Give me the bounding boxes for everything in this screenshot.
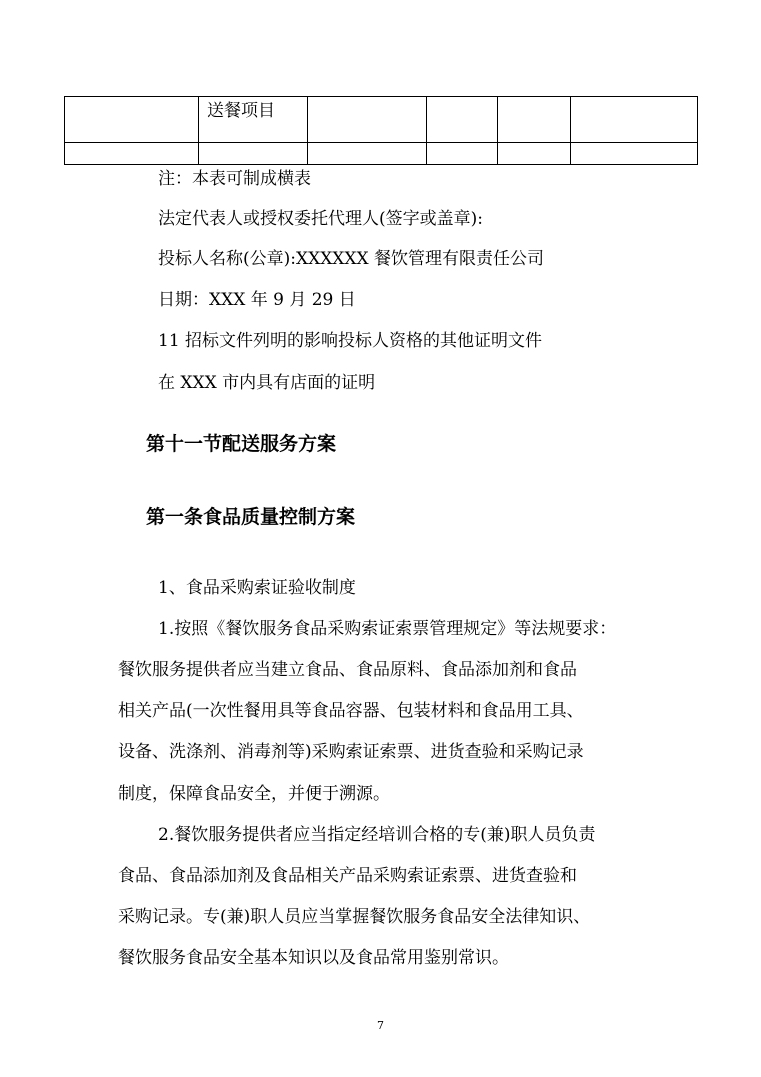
table-cell	[427, 97, 498, 143]
page-number: 7	[377, 1019, 384, 1032]
paragraph-2-line: 食品、食品添加剂及食品相关产品采购索证索票、进货查验和	[118, 866, 577, 886]
item-11-line: 11 招标文件列明的影响投标人资格的其他证明文件	[158, 331, 543, 351]
table-row	[65, 97, 698, 143]
table-note: 注：本表可制成横表	[158, 169, 311, 189]
paragraph-2-line: 采购记录。专(兼)职人员应当掌握餐饮服务食品安全法律知识、	[118, 907, 591, 927]
bidder-name-line: 投标人名称(公章):XXXXXX 餐饮管理有限责任公司	[158, 249, 545, 269]
table-cell	[571, 143, 698, 165]
sub-title: 1、食品采购索证验收制度	[158, 578, 356, 598]
article-heading: 第一条食品质量控制方案	[146, 506, 356, 528]
paragraph-1-line: 相关产品(一次性餐用具等食品容器、包装材料和食品用工具、	[118, 701, 584, 721]
table-cell	[498, 143, 571, 165]
table-cell	[199, 143, 308, 165]
table-cell	[498, 97, 571, 143]
table-cell	[308, 143, 427, 165]
table-cell	[427, 143, 498, 165]
paragraph-1-line: 1.按照《餐饮服务食品采购索证索票管理规定》等法规要求：	[158, 619, 617, 639]
delivery-item-label: 送餐项目	[199, 97, 308, 143]
table-cell	[65, 97, 199, 143]
table-cell	[65, 143, 199, 165]
paragraph-1-line: 设备、洗涤剂、消毒剂等)采购索证索票、进货查验和采购记录	[118, 742, 584, 762]
delivery-items-table	[64, 96, 698, 165]
date-line: 日期：XXX 年 9 月 29 日	[158, 290, 356, 310]
paragraph-2-line: 餐饮服务食品安全基本知识以及食品常用鉴别常识。	[118, 948, 509, 968]
legal-rep-signature-line: 法定代表人或授权委托代理人(签字或盖章):	[158, 209, 483, 229]
paragraph-2-line: 2.餐饮服务提供者应当指定经培训合格的专(兼)职人员负责	[158, 825, 596, 845]
store-proof-line: 在 XXX 市内具有店面的证明	[158, 373, 376, 393]
section-heading: 第十一节配送服务方案	[146, 433, 337, 455]
paragraph-1-line: 制度，保障食品安全，并便于溯源。	[118, 784, 390, 804]
paragraph-1-line: 餐饮服务提供者应当建立食品、食品原料、食品添加剂和食品	[118, 660, 577, 680]
table-cell	[571, 97, 698, 143]
table-row	[65, 143, 698, 165]
table-cell	[308, 97, 427, 143]
